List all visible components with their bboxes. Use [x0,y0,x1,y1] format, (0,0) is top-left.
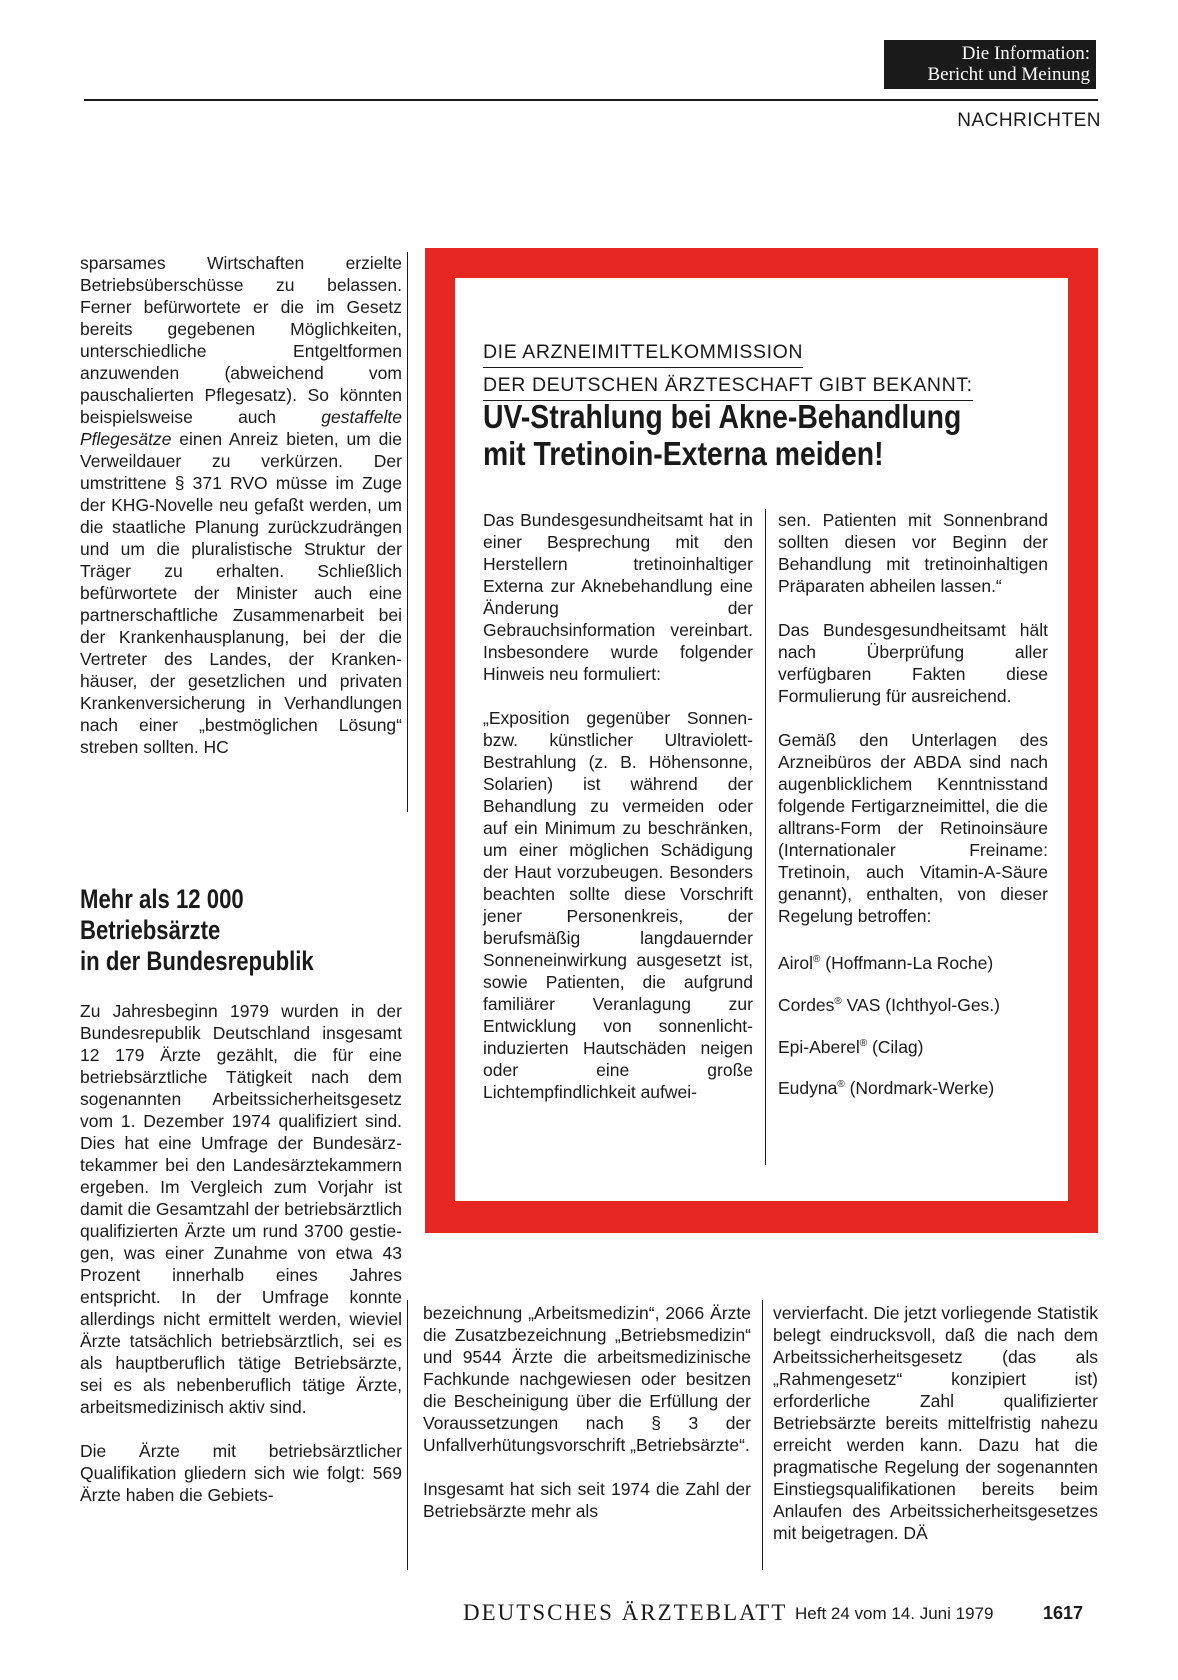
product-item [778,991,1048,1016]
article-headline-line3: in der Bundesrepublik [80,946,314,976]
announcement-title [483,338,973,404]
continuation-text-a: sparsames Wirtschaften erzielte Betriebsüberschüsse zu belassen. Ferner befürwortete er die im Gesetz bereits gegebenen Möglichkeiten, unterschiedliche Entgeltformen anzuwenden (abweichend vom pauschalierten Pflegesatz). So könnten beispielsweise auch [80,253,402,427]
article-body-column-3 [773,1302,1098,1544]
page-number: 1617 [1043,1603,1084,1623]
announcement-column-divider [765,509,766,1165]
article-headline-line2: Betriebsärzte [80,915,221,945]
announcement-title-line2: DER DEUTSCHEN ÄRZTESCHAFT GIBT BEKANNT: [483,371,973,401]
announcement-paragraph-2: Das Bundesgesundheitsamt hält nach Überprüfung aller verfügbaren Fakten diese Formulierung für ausreichend. [778,620,1048,706]
announcement-paragraph-3: Gemäß den Unterlagen des Arzneibüros der ABDA sind nach augenblicklichem Kenntnisstand folgende Fertigarzneimittel, die die alltrans-Form der Retinoinsäure (Internationaler Freiname: Tretinoin, auch Vitamin-A-Säure genannt), enthalten, von dieser Regelung betroffen: [778,730,1048,926]
article-headline [80,884,342,977]
registered-mark: ® [813,954,821,965]
article-body-column-2 [423,1302,751,1522]
announcement-quote: „Exposition gegenüber Sonnen- bzw. künstlicher Ultraviolett-Bestrahlung (z. B. Höhensonne, Solarien) ist während der Behandlung zu vermeiden oder auf ein Minimum zu beschränken, um einer möglichen Schädigung der Haut vorzubeugen. Besonders beachten sollte diese Vorschrift jener Personenkreis, der berufsmäßig langdauernder Sonneneinwirkung ausgesetzt ist, sowie Patienten, die aufgrund familiärer Veranlagung zur Entwicklung von sonnenlicht-induzierten Hautschäden neigen oder eine große Lichtempfindlichkeit aufwei- [483,708,753,1102]
article-body-column-1 [80,1000,402,1506]
registered-mark: ® [834,995,842,1007]
column-divider-bottom-right [762,1300,763,1570]
registered-mark: ® [837,1079,845,1091]
announcement-box [425,248,1098,1233]
product-name: Airol [778,952,814,973]
column-1-continuation [80,252,402,758]
announcement-column-2 [778,509,1048,1116]
product-item [778,949,1048,974]
product-name: Eudyna [778,1078,838,1099]
section-badge-line1: Die Information: [961,43,1090,64]
section-badge-line2: Bericht und Meinung [927,64,1090,85]
product-list [778,949,1048,1099]
product-name: Epi-Aberel [778,1036,860,1057]
announcement-box-inner [455,278,1068,1201]
product-item [778,1074,1048,1099]
announcement-paragraph-1: Das Bundesgesundheitsamt hat in einer Besprechung mit den Herstellern tretinoinhaltiger Externa zur Aknebehandlung eine Änderung der Gebrauchsinformation vereinbart. Insbesondere wurde folgender Hinweis neu formuliert: [483,510,753,684]
column-divider-bottom-left [407,1300,408,1570]
continuation-text-b: einen Anreiz bieten, um die Verweildauer zu verkürzen. Der umstrittene § 371 RVO müsse im Zuge der KHG-Novelle neu gefaßt werden, um die staatliche Planung zurückzudrängen und um die pluralistische Struktur der Träger zu erhalten. Schließlich befürwortete der Minister auch eine partnerschaftliche Zusammenarbeit bei der Krankenhausplanung, bei der die Vertreter des Landes, der Krankenhäuser, der gesetzlichen und privaten Krankenversicherung in Verhandlungen nach einer „bestmöglichen Lösung“ streben sollten. HC [80,429,402,757]
announcement-headline-line1: UV-Strahlung bei Akne-Behandlung [483,398,962,435]
announcement-headline-line2: mit Tretinoin-Externa meiden! [483,435,884,472]
header-rule [84,99,1098,101]
rubric-label: NACHRICHTEN [957,110,1101,131]
article-paragraph-3: bezeichnung „Arbeitsmedizin“, 2066 Ärzte die Zusatzbezeichnung „Betriebsmedizin“ und 9544 Ärzte die arbeitsmedizinische Fachkunde nachgewiesen oder besitzen die Bescheinigung über die Erfüllung der Voraussetzungen nach § 3 der Unfallverhütungsvorschrift „Betriebsärzte“. [423,1303,751,1455]
issue-info: Heft 24 vom 14. Juni 1979 [795,1604,994,1623]
announcement-title-line1: DIE ARZNEIMITTELKOMMISSION [483,338,803,368]
section-badge [884,40,1096,89]
product-name: Cordes [778,994,835,1015]
product-maker: (Nordmark-Werke) [844,1078,995,1099]
article-paragraph-5: vervierfacht. Die jetzt vorliegende Statistik belegt eindrucksvoll, daß die nach dem Arbeitssicherheitsgesetz (das als „Rahmengesetz“ konzipiert ist) erforderliche Zahl qualifizierter Betriebsärzte bereits mittelfristig nahezu erreicht werden kann. Dazu hat die pragmatische Regelung der sogenannten Einstiegsqualifikationen bereits beim Anlaufen des Arbeitssicherheitsgesetzes mit beigetragen. DÄ [773,1303,1098,1543]
product-item [778,1033,1048,1058]
product-maker: (Cilag) [867,1036,924,1057]
article-paragraph-4: Insgesamt hat sich seit 1974 die Zahl der Betriebsärzte mehr als [423,1479,751,1521]
product-maker: VAS (Ichthyol-Ges.) [841,994,1000,1015]
article-paragraph-1: Zu Jahresbeginn 1979 wurden in der Bundesrepublik Deutschland insgesamt 12 179 Ärzte gezählt, die für eine betriebsärztliche Tätigkeit nach dem sogenannten Arbeitssicherheitsgesetz vom 1. Dezember 1974 qualifiziert sind. Dies hat eine Umfrage der Bundesärztekammer bei den Landesärztekammern ergeben. Im Vergleich zum Vorjahr ist damit die Gesamtzahl der betriebsärztlich qualifizierten Ärzte um rund 3700 gestiegen, was einer Zunahme von etwa 43 Prozent innerhalb eines Jahres entspricht. In der Umfrage konnte allerdings nicht ermittelt werden, wieviel Ärzte tatsächlich betriebsärztlich, sei es als hauptberuflich tätige Betriebsärzte, sei es als nebenberuflich tätige Ärzte, arbeitsmedizinisch aktiv sind. [80,1001,402,1417]
registered-mark: ® [859,1037,868,1049]
product-maker: (Hoffmann-La Roche) [820,952,994,973]
announcement-column-1 [483,509,753,1103]
continuation-paragraph [80,252,402,758]
article-headline-line1: Mehr als 12 000 [80,884,244,914]
column-divider-top [407,252,408,812]
article-paragraph-2: Die Ärzte mit betriebsärztlicher Qualifikation gliedern sich wie folgt: 569 Ärzte haben die Gebiets- [80,1441,402,1505]
announcement-headline [483,398,965,472]
announcement-quote-end: sen. Patienten mit Sonnenbrand sollten diesen vor Beginn der Behandlung mit tretinoinhaltigen Präparaten abheilen lassen.“ [778,510,1048,596]
continuation-emphasis: gestaffelte Pflegesätze [80,407,402,449]
magazine-name: DEUTSCHES ÄRZTEBLATT [463,1600,788,1625]
